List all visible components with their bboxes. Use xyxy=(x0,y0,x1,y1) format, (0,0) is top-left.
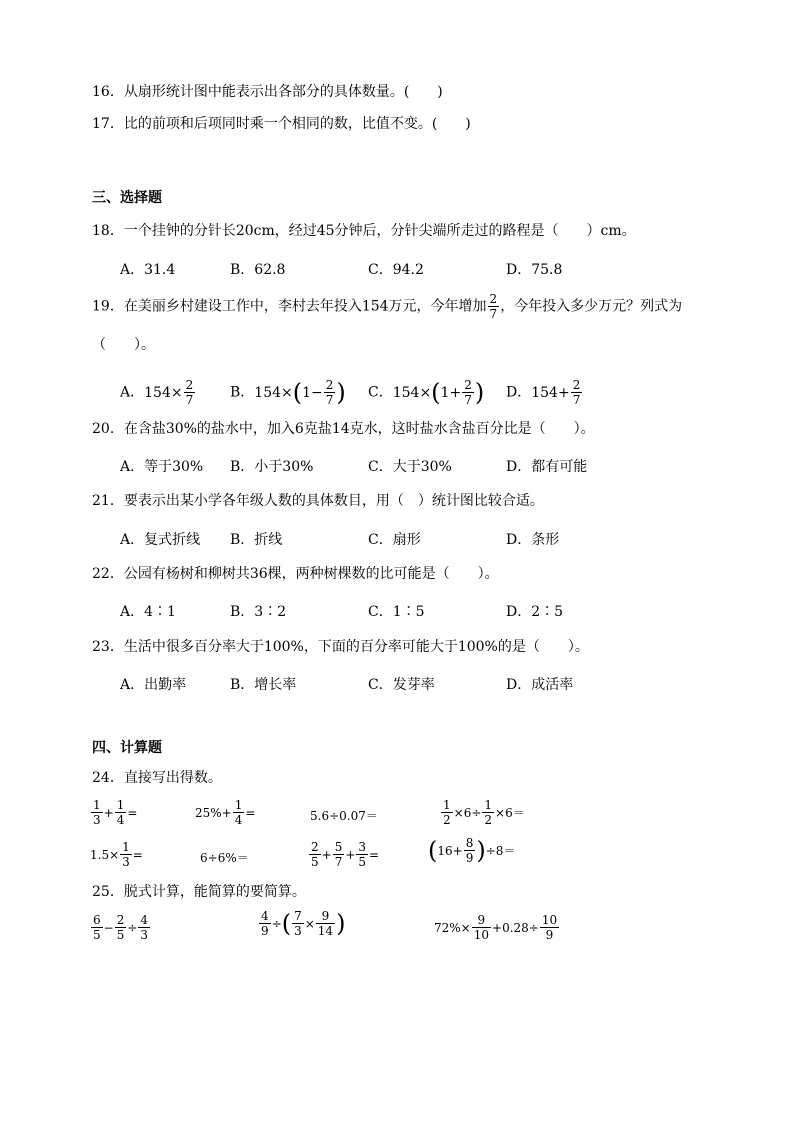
expr-f3: 72%× $\frac{9}{10}$ +0.28÷ $\frac{10}{9}$ xyxy=(434,913,558,942)
question-19-options xyxy=(120,378,680,408)
option-b: B．62.8 xyxy=(230,262,286,278)
expr-8: (16+ $\frac{8}{9}$ )÷8＝ xyxy=(428,836,516,865)
question-20: 20．在含盐30%的盐水中，加入6克盐14克水，这时盐水含盐百分比是（ ）。 xyxy=(92,421,595,437)
option-d: D．成活率 xyxy=(506,677,574,693)
question-23: 23．生活中很多百分率大于100%，下面的百分率可能大于100%的是（ ）。 xyxy=(92,639,589,655)
option-b: B．折线 xyxy=(230,532,283,548)
question-19-text: 19．在美丽乡村建设工作中，李村去年投入154万元，今年增加 xyxy=(92,298,487,315)
expr-5: 1.5× $\frac{1}{3}$ = xyxy=(90,840,143,869)
option-d: D．都有可能 xyxy=(506,459,588,475)
option-c: C．发芽率 xyxy=(368,677,435,693)
question-18: 18．一个挂钟的分针长20cm，经过45分钟后，分针尖端所走过的路程是（ ）cm。 xyxy=(92,223,636,239)
expr-6: 6÷6%＝ xyxy=(200,851,249,865)
option-d: D．154+ $\frac{2}{7}$ xyxy=(506,378,581,407)
option-a: A．4∶1 xyxy=(120,604,176,620)
question-25: 25．脱式计算，能简算的要简算。 xyxy=(92,884,306,900)
option-a: A．复式折线 xyxy=(120,532,201,548)
option-b: B．小于30% xyxy=(230,459,314,475)
question-21: 21．要表示出某小学各年级人数的具体数目，用（ ）统计图比较合适。 xyxy=(92,493,544,509)
expr-f2: $\frac{4}{9}$ ÷( $\frac{7}{3}$ × $\frac{9}{14}$ ) xyxy=(261,909,346,938)
question-21-options xyxy=(120,529,680,549)
question-24: 24．直接写出得数。 xyxy=(92,770,222,786)
question-22-options xyxy=(120,601,680,621)
expr-f1: $\frac{6}{5}$ − $\frac{2}{5}$ ÷ $\frac{4}{3}$ xyxy=(93,913,149,942)
section-choice-heading: 三、选择题 xyxy=(92,190,162,206)
question-16: 16．从扇形统计图中能表示出各部分的具体数量。( ) xyxy=(92,84,443,100)
option-a: A．出勤率 xyxy=(120,677,187,693)
option-d: D．75.8 xyxy=(506,262,563,278)
section-calc-heading: 四、计算题 xyxy=(92,740,162,756)
question-19-text-end: ，今年投入多少万元？列式为 xyxy=(500,298,683,315)
expr-4: $\frac{1}{2}$ ×6÷ $\frac{1}{2}$ ×6＝ xyxy=(443,798,525,827)
option-b: B．增长率 xyxy=(230,677,297,693)
question-18-options xyxy=(120,259,680,279)
option-c: C．154×(1+ $\frac{2}{7}$ ) xyxy=(368,378,485,407)
option-c: C．扇形 xyxy=(368,532,421,548)
option-a: A．154× $\frac{2}{7}$ xyxy=(120,378,194,407)
question-19 xyxy=(92,292,682,321)
option-a: A．等于30% xyxy=(120,459,204,475)
question-19-blank: （ ）。 xyxy=(92,337,155,353)
expr-2: 25%+ $\frac{1}{4}$ = xyxy=(195,798,256,827)
option-c: C．1∶5 xyxy=(368,604,425,620)
option-c: C．大于30% xyxy=(368,459,452,475)
option-d: D．条形 xyxy=(506,532,560,548)
question-17: 17．比的前项和后项同时乘一个相同的数，比值不变。( ) xyxy=(92,116,471,132)
expr-3: 5.6÷0.07＝ xyxy=(310,809,378,823)
option-b: B．154×(1− $\frac{2}{7}$ ) xyxy=(230,378,346,407)
option-d: D．2∶5 xyxy=(506,604,564,620)
question-20-options xyxy=(120,456,680,476)
option-a: A．31.4 xyxy=(120,262,176,278)
expr-1: $\frac{1}{3}$ + $\frac{1}{4}$ = xyxy=(93,798,138,827)
option-b: B．3∶2 xyxy=(230,604,287,620)
option-c: C．94.2 xyxy=(368,262,424,278)
question-23-options xyxy=(120,674,680,694)
question-22: 22．公园有杨树和柳树共36棵，两种树棵数的比可能是（ ）。 xyxy=(92,566,499,582)
fraction: $\frac{2}{7}$ xyxy=(489,292,498,321)
expr-7: $\frac{2}{5}$ + $\frac{5}{7}$ + $\frac{3}{5}$ = xyxy=(311,840,380,869)
